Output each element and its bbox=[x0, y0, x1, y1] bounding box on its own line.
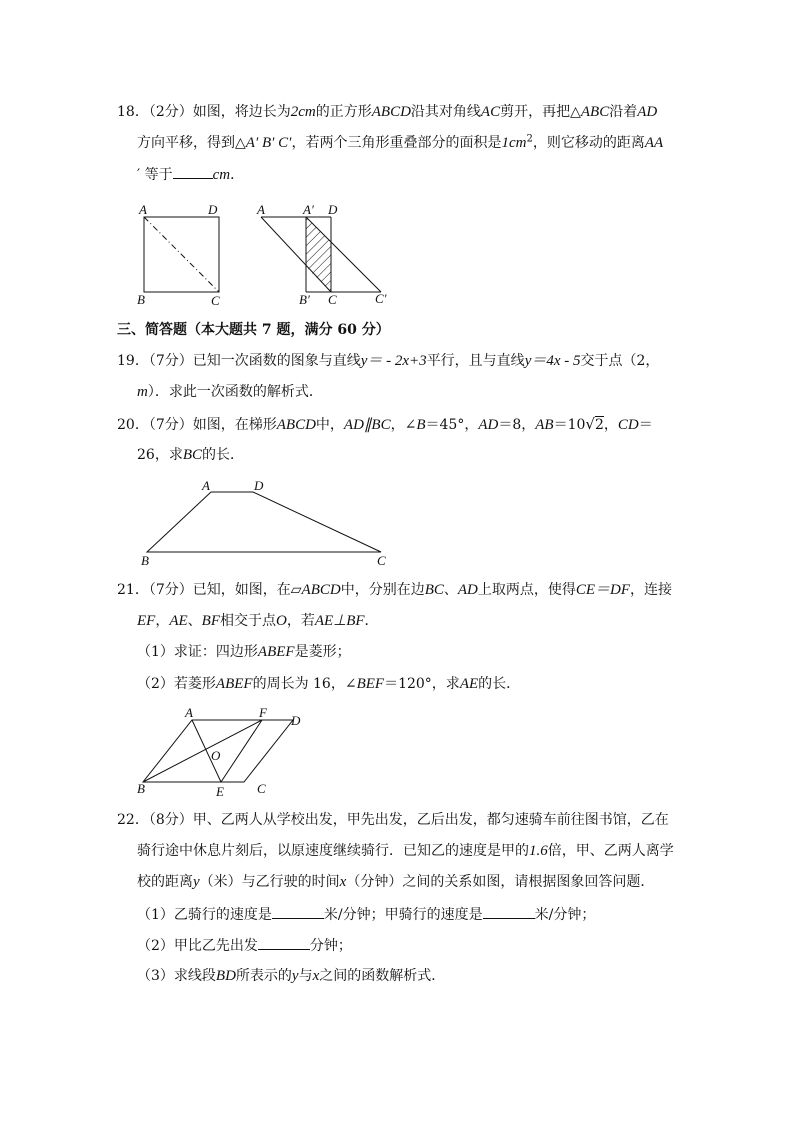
q18-text: ，则它移动的距离 bbox=[532, 135, 645, 151]
q20-text: 如图，在梯形 bbox=[192, 417, 277, 433]
label-f: F bbox=[259, 705, 267, 720]
label-b: B bbox=[137, 781, 145, 796]
q22-line3 bbox=[137, 872, 654, 892]
q18-moved-triangle-name: A′ B′ C′ bbox=[245, 135, 292, 151]
q21-text: 中，分别在边 bbox=[340, 582, 425, 598]
q19-text: ）．求此一次函数的解析式． bbox=[147, 384, 323, 400]
q18-text: 剪开，再把△ bbox=[500, 104, 581, 120]
q22-part2-text: （2）甲比乙先出发 bbox=[137, 938, 258, 954]
q20-text: ＝ bbox=[553, 417, 568, 433]
label-a: A bbox=[202, 478, 210, 493]
q18-text: 沿其对角线 bbox=[410, 104, 481, 120]
q22-part1-text: （1）乙骑行的速度是 bbox=[137, 907, 272, 923]
label-c: C bbox=[211, 293, 220, 308]
q22-jia-speed-blank[interactable] bbox=[483, 904, 535, 919]
q21-part2-text: 的周长为 16，∠ bbox=[252, 676, 357, 692]
q20-bc: BC bbox=[182, 447, 202, 463]
q21-parallelogram-name: ABCD bbox=[301, 582, 341, 598]
q18-number: 18． bbox=[117, 104, 149, 120]
segment-ef bbox=[221, 720, 262, 782]
q22-part2 bbox=[137, 935, 352, 956]
q18-side-length: 2 bbox=[290, 104, 299, 120]
q21-text: 、 bbox=[187, 613, 202, 629]
q22-x: x bbox=[312, 968, 320, 984]
q20-text: ， bbox=[603, 417, 618, 433]
q22-y: y bbox=[193, 874, 200, 890]
q18-unit: cm bbox=[298, 104, 316, 120]
q21-part1-text: 是菱形； bbox=[294, 644, 351, 660]
q20-angle-name: B bbox=[416, 417, 426, 433]
q22-line2 bbox=[137, 841, 674, 861]
q18-distance-name: AA bbox=[644, 135, 664, 151]
q18-diagonal-name: AC bbox=[480, 104, 501, 120]
q21-number: 21． bbox=[117, 582, 149, 598]
q21-text: 相交于点 bbox=[219, 613, 276, 629]
q21-bf: BF bbox=[201, 613, 220, 629]
label-c: C bbox=[377, 553, 386, 568]
label-d: D bbox=[291, 713, 301, 728]
q21-rhombus-name: ABEF bbox=[215, 676, 253, 692]
q18-text: ，若两个三角形重叠部分的面积是 bbox=[291, 135, 502, 151]
q19-line-equation-1: y＝ - 2x+3 bbox=[360, 353, 427, 369]
q22-text: 倍，甲、乙两人离学 bbox=[547, 843, 674, 859]
q21-part2-text: ＝120°，求 bbox=[384, 676, 460, 692]
label-a: A bbox=[257, 202, 265, 217]
q20-text: 26，求 bbox=[137, 447, 183, 463]
q21-ae: AE bbox=[169, 613, 188, 629]
q20-parallel-condition: AD∥BC bbox=[343, 417, 391, 433]
q22-part1 bbox=[137, 904, 595, 925]
q20-coefficient: 10 bbox=[567, 417, 586, 433]
label-d: D bbox=[254, 478, 264, 493]
q20-cd: CD bbox=[617, 417, 639, 433]
q22-text: 校的距离 bbox=[137, 874, 193, 890]
q21-text: 已知，如图，在▱ bbox=[192, 582, 302, 598]
q22-part1-text: 米/分钟； bbox=[534, 907, 596, 923]
q21-rhombus-name: ABEF bbox=[257, 644, 295, 660]
q21-text: ， bbox=[155, 613, 170, 629]
q22-text: （分钟）之间的关系如图，请根据图象回答问题． bbox=[346, 874, 655, 890]
label-b: B bbox=[137, 292, 145, 307]
q20-trapezoid-name: ABCD bbox=[276, 417, 316, 433]
label-d: D bbox=[208, 202, 218, 217]
q21-text: 、 bbox=[443, 582, 458, 598]
q21-text: ，若 bbox=[286, 613, 315, 629]
q21-ae: AE bbox=[459, 676, 479, 692]
segment-bf bbox=[143, 720, 262, 782]
q21-text: ． bbox=[364, 613, 379, 629]
q20-radicand: 2 bbox=[594, 417, 604, 433]
q21-angle-name: BEF bbox=[356, 676, 385, 692]
q19-m: m bbox=[137, 384, 148, 400]
q21-perpendicular: AE⊥BF bbox=[314, 613, 365, 629]
q19-text: 交于点（2， bbox=[580, 353, 660, 369]
q21-o: O bbox=[275, 613, 287, 629]
q20-text: ，∠ bbox=[390, 417, 417, 433]
label-c: C bbox=[257, 781, 266, 796]
q18-text: ′ 等于 bbox=[137, 167, 173, 183]
q18-text: 沿着 bbox=[609, 104, 638, 120]
q19-line-equation-2: y＝4x - 5 bbox=[524, 353, 581, 369]
q18-overlap-area: 1 bbox=[501, 135, 509, 151]
q22-part1-text: 米/分钟；甲骑行的速度是 bbox=[323, 907, 483, 923]
q18-triangle-name: ABC bbox=[580, 104, 610, 120]
q20-text: ＝ bbox=[638, 417, 653, 433]
q19-text: 平行，且与直线 bbox=[426, 353, 525, 369]
q22-text: 甲、乙两人从学校出发，甲先出发，乙后出发，都匀速骑车前往图书馆，乙在 bbox=[192, 812, 669, 828]
q18-answer-unit: cm bbox=[212, 167, 231, 183]
label-o: O bbox=[211, 748, 221, 763]
q22-line1 bbox=[117, 810, 669, 830]
q18-text: 的正方形 bbox=[315, 104, 372, 120]
q18-text: 如图，将边长为 bbox=[192, 104, 291, 120]
q22-segment-bd: BD bbox=[215, 968, 236, 984]
q19-number: 19． bbox=[117, 353, 149, 369]
q22-head-start-blank[interactable] bbox=[258, 935, 310, 950]
q18-direction-name: AD bbox=[637, 104, 658, 120]
q21-bc: BC bbox=[424, 582, 444, 598]
q20-ab: AB bbox=[535, 417, 554, 433]
label-b-prime: B′ bbox=[299, 292, 310, 307]
q20-ad: AD bbox=[478, 417, 499, 433]
q22-x: x bbox=[339, 874, 347, 890]
sqrt-icon: √ bbox=[585, 415, 595, 433]
q22-number: 22． bbox=[117, 812, 149, 828]
label-a: A bbox=[185, 705, 193, 720]
q22-score: （8分） bbox=[148, 812, 193, 828]
q22-part3-text: 所表示的 bbox=[235, 968, 292, 984]
label-a-prime: A′ bbox=[303, 202, 314, 217]
q21-part2-text: （2）若菱形 bbox=[137, 676, 216, 692]
q20-text: ＝8， bbox=[498, 417, 536, 433]
section-3-heading: 三、简答题（本大题共 7 题，满分 60 分） bbox=[117, 322, 390, 338]
q18-area-unit: cm bbox=[508, 135, 527, 151]
q22-speed-ratio: 1.6 bbox=[529, 843, 548, 859]
q18-score: （2分） bbox=[148, 104, 193, 120]
q22-part3-text: （3）求线段 bbox=[137, 968, 216, 984]
q18-text: 方向平移，得到△ bbox=[137, 135, 246, 151]
q20-text: ＝45°， bbox=[425, 417, 479, 433]
q22-text: 骑行途中休息片刻后，以原速度继续骑行．已知乙的速度是甲的 bbox=[137, 843, 529, 859]
label-d: D bbox=[328, 202, 338, 217]
q18-area-exponent: 2 bbox=[526, 133, 533, 145]
q20-number: 20． bbox=[117, 417, 149, 433]
q18-text: ． bbox=[230, 167, 245, 183]
q22-part2-text: 分钟； bbox=[309, 938, 352, 954]
q22-part3 bbox=[137, 966, 445, 986]
q19-text: 已知一次函数的图象与直线 bbox=[192, 353, 361, 369]
q22-text: （米）与乙行驶的时间 bbox=[199, 874, 340, 890]
label-c-prime: C′ bbox=[375, 291, 387, 306]
q21-condition: CE＝DF bbox=[575, 582, 631, 598]
q19-score: （7分） bbox=[148, 353, 193, 369]
q20-text: 的长． bbox=[202, 447, 244, 463]
q21-ef: EF bbox=[137, 613, 156, 629]
q20-score: （7分） bbox=[148, 417, 193, 433]
label-e: E bbox=[216, 784, 224, 799]
q18-square-name: ABCD bbox=[371, 104, 411, 120]
q20-text: 中， bbox=[315, 417, 344, 433]
q21-ad: AD bbox=[457, 582, 478, 598]
q22-part3-text: 与 bbox=[298, 968, 313, 984]
q22-y: y bbox=[291, 968, 299, 984]
label-b: B bbox=[141, 553, 149, 568]
q22-part3-text: 之间的函数解析式． bbox=[319, 968, 446, 984]
q22-yi-speed-blank[interactable] bbox=[272, 904, 324, 919]
q21-part2-text: 的长． bbox=[478, 676, 521, 692]
q21-text: ，连接 bbox=[630, 582, 673, 598]
q21-part1-text: （1）求证：四边形 bbox=[137, 644, 258, 660]
label-a: A bbox=[139, 202, 147, 217]
q21-score: （7分） bbox=[148, 582, 193, 598]
q21-text: 上取两点，使得 bbox=[477, 582, 576, 598]
label-c: C bbox=[328, 292, 337, 307]
